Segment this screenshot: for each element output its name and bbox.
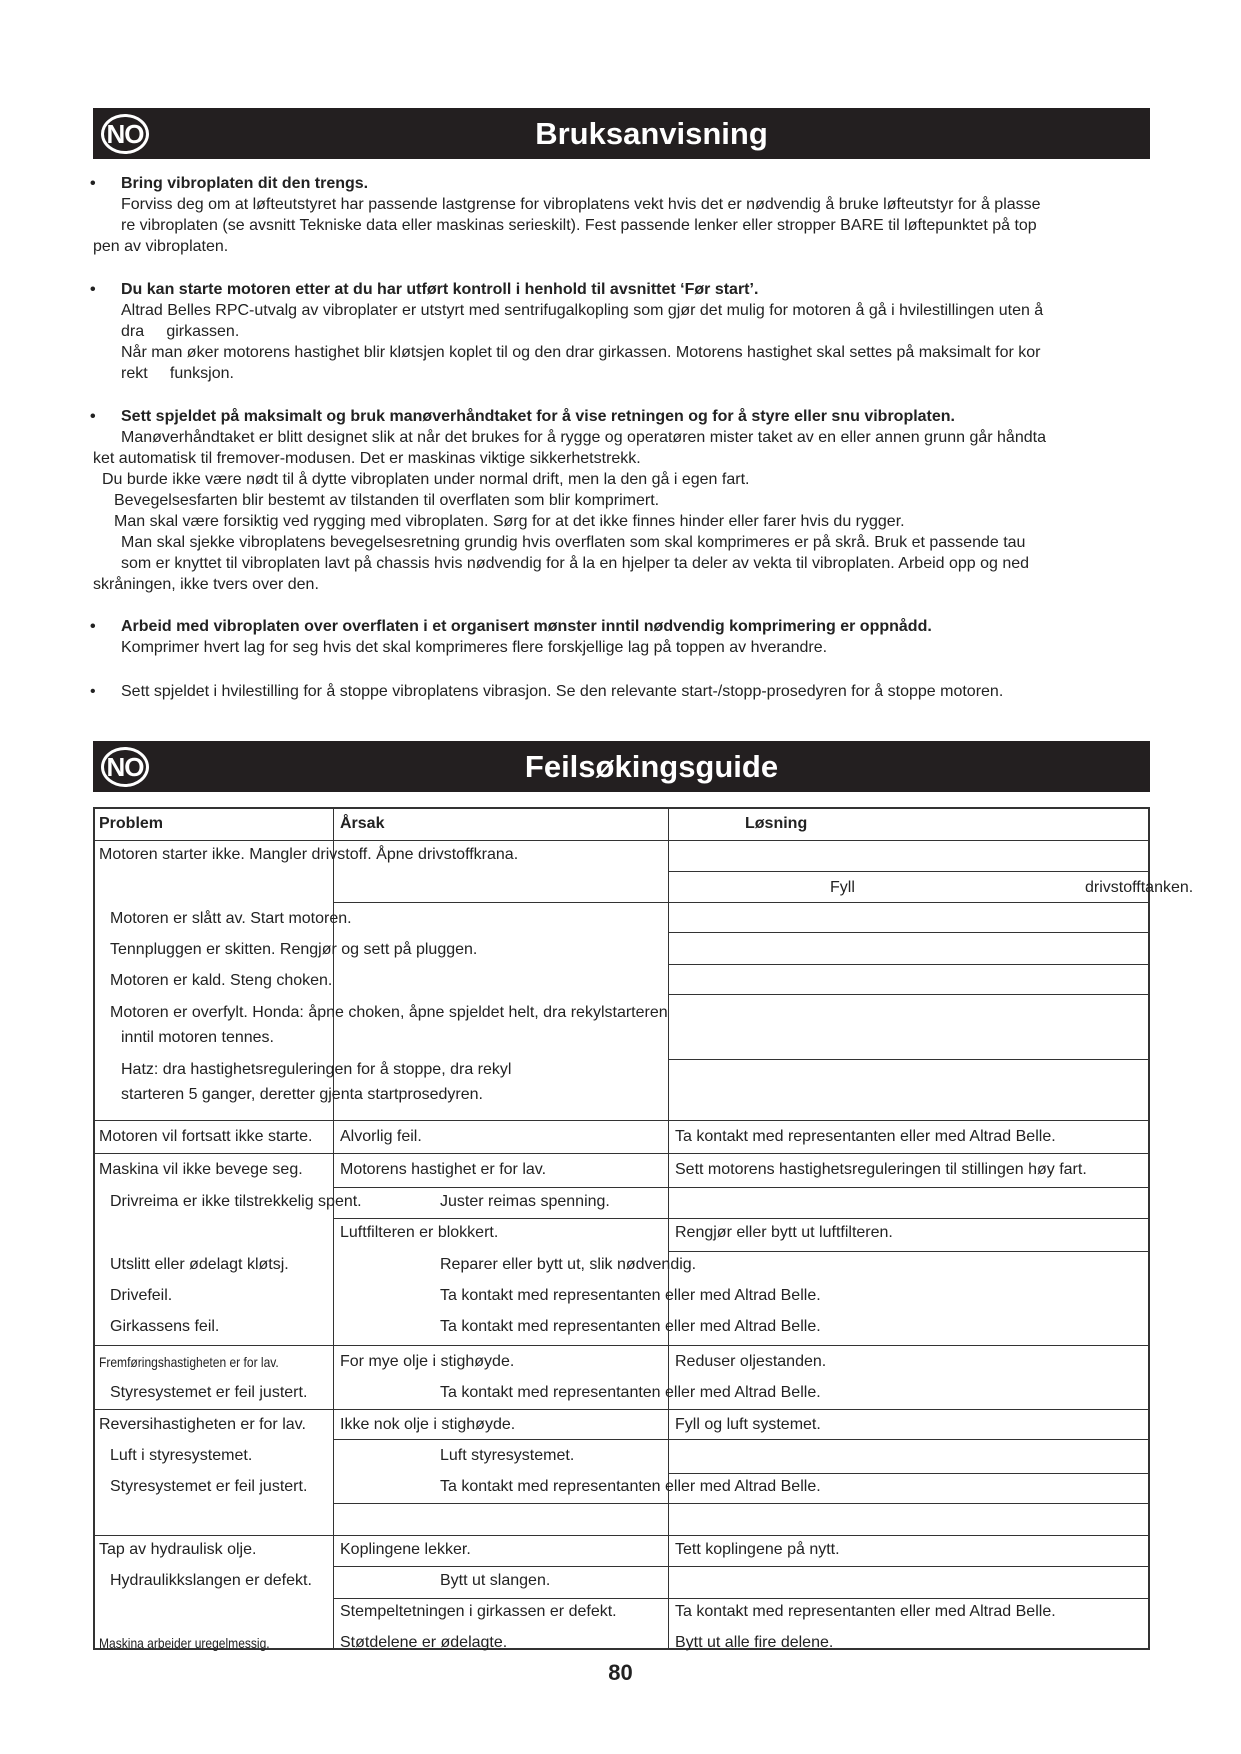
row-divider	[668, 1473, 1148, 1474]
table-cell: Fremføringshastigheten er for lav.	[99, 1354, 279, 1370]
row-divider	[95, 1120, 1148, 1121]
instruction-text: Komprimer hvert lag for seg hvis det skal komprimeres flere forskjellige lag på toppen av hverandre.	[121, 639, 828, 656]
page-number: 80	[608, 1660, 633, 1685]
table-cell: Motorens hastighet er for lav.	[340, 1161, 547, 1178]
column-divider	[668, 809, 669, 1648]
table-cell: Motoren er overfylt. Honda: åpne choken, åpne spjeldet helt, dra rekylstarteren	[110, 1004, 668, 1021]
table-cell: Ta kontakt med representanten eller med Altrad Belle.	[440, 1384, 821, 1401]
row-divider	[95, 1153, 1148, 1154]
instruction-item	[90, 681, 1150, 702]
row-divider	[668, 964, 1148, 965]
table-cell: Tap av hydraulisk olje.	[99, 1541, 257, 1558]
row-divider	[668, 994, 1148, 995]
table-cell: Reduser oljestanden.	[675, 1353, 827, 1370]
row-divider	[333, 1566, 1148, 1567]
table-cell: inntil motoren tennes.	[121, 1029, 274, 1046]
table-cell: Luft i styresystemet.	[110, 1447, 253, 1464]
instruction-text: Altrad Belles RPC-utvalg av vibroplater er utstyrt med sentrifugalkopling som gjør det mulig for motoren å gå i hvilestillingen uten å	[121, 302, 1044, 319]
instruction-text: dra girkassen.	[121, 323, 240, 340]
table-cell: Fyll	[830, 879, 855, 896]
instruction-text: Bevegelsesfarten blir bestemt av tilstanden til overflaten som blir komprimert.	[114, 492, 660, 509]
row-divider	[95, 1409, 1148, 1410]
instruction-heading: Du kan starte motoren etter at du har utført kontroll i henhold til avsnittet ‘Før start’.	[121, 281, 759, 298]
instruction-text: ket automatisk til fremover-modusen. Det er maskinas viktige sikkerhetstrekk.	[93, 450, 641, 467]
row-divider	[95, 1535, 1148, 1536]
table-cell: Luft styresystemet.	[440, 1447, 575, 1464]
instruction-text: re vibroplaten (se avsnitt Tekniske data eller maskinas serieskilt). Fest passende lenker eller stropper BARE til løftepunktet på top	[121, 217, 1037, 234]
instruction-text: Sett spjeldet i hvilestilling for å stoppe vibroplatens vibrasjon. Se den relevante start-/stopp-prosedyren for å stoppe motoren.	[121, 683, 1004, 700]
instruction-text: Man skal sjekke vibroplatens bevegelsesretning grundig hvis overflaten som skal komprimeres er på skrå. Bruk et passende tau	[121, 534, 1026, 551]
table-cell: Ikke nok olje i stighøyde.	[340, 1416, 516, 1433]
instruction-item	[90, 616, 1150, 658]
bullet-icon: •	[90, 683, 96, 700]
row-divider	[668, 1059, 1148, 1060]
table-cell: Ta kontakt med representanten eller med Altrad Belle.	[440, 1318, 821, 1335]
table-cell: Motoren er slått av. Start motoren.	[110, 910, 352, 927]
table-cell: Koplingene lekker.	[340, 1541, 471, 1558]
instruction-item	[90, 173, 1150, 257]
instruction-text: Du burde ikke være nødt til å dytte vibroplaten under normal drift, men la den gå i egen fart.	[102, 471, 750, 488]
table-cell: Støtdelene er ødelagte.	[340, 1634, 508, 1651]
table-cell: Drivreima er ikke tilstrekkelig spent.	[110, 1193, 362, 1210]
instruction-text: Manøverhåndtaket er blitt designet slik at når det brukes for å rygge og operatøren mister taket av en eller annen grunn går håndta	[121, 429, 1046, 446]
section-title: Feilsøkingsguide	[524, 749, 779, 784]
instruction-text: skråningen, ikke tvers over den.	[93, 576, 319, 593]
instruction-heading: Sett spjeldet på maksimalt og bruk manøverhåndtaket for å vise retningen og for å styre eller snu vibroplaten.	[121, 408, 955, 425]
row-divider	[333, 902, 1148, 903]
table-cell: Fyll og luft systemet.	[675, 1416, 821, 1433]
instruction-heading: Bring vibroplaten dit den trengs.	[121, 175, 369, 192]
table-cell: Utslitt eller ødelagt kløtsj.	[110, 1256, 289, 1273]
table-cell: Sett motorens hastighetsreguleringen til stillingen høy fart.	[675, 1161, 1087, 1178]
table-cell: Stempeltetningen i girkassen er defekt.	[340, 1603, 617, 1620]
row-divider	[668, 932, 1148, 933]
row-divider	[333, 1598, 1148, 1599]
table-cell: Motoren vil fortsatt ikke starte.	[99, 1128, 313, 1145]
table-cell: Maskina arbeider uregelmessig.	[99, 1635, 270, 1651]
table-cell: Ta kontakt med representanten eller med Altrad Belle.	[675, 1603, 1056, 1620]
table-cell: Motoren starter ikke. Mangler drivstoff. Åpne drivstoffkrana.	[99, 846, 519, 863]
table-cell: Bytt ut alle fire delene.	[675, 1634, 834, 1651]
table-cell: Hydraulikkslangen er defekt.	[110, 1572, 312, 1589]
table-cell: Styresystemet er feil justert.	[110, 1384, 308, 1401]
header-solution: Løsning	[745, 815, 808, 832]
language-badge: NO	[101, 747, 149, 787]
row-divider	[668, 1251, 1148, 1252]
bullet-icon: •	[90, 281, 96, 298]
table-cell: Luftfilteren er blokkert.	[340, 1224, 499, 1241]
header-problem: Problem	[99, 815, 164, 832]
table-cell: drivstofftanken.	[1085, 879, 1194, 896]
column-divider	[333, 809, 334, 1648]
table-cell: Ta kontakt med representanten eller med Altrad Belle.	[675, 1128, 1056, 1145]
row-divider	[333, 1218, 1148, 1219]
table-cell: For mye olje i stighøyde.	[340, 1353, 515, 1370]
row-divider	[333, 1187, 1148, 1188]
bullet-icon: •	[90, 408, 96, 425]
table-cell: Reparer eller bytt ut, slik nødvendig.	[440, 1256, 697, 1273]
section-banner-troubleshooting	[93, 741, 1150, 792]
instruction-text: Forviss deg om at løfteutstyret har passende lastgrense for vibroplatens vekt hvis det er nødvendig å bruke løfteutstyr for å plasse	[121, 196, 1041, 213]
row-divider	[95, 840, 1148, 841]
table-cell: Ta kontakt med representanten eller med Altrad Belle.	[440, 1478, 821, 1495]
table-cell: Alvorlig feil.	[340, 1128, 422, 1145]
table-cell: Tennpluggen er skitten. Rengjør og sett på pluggen.	[110, 941, 478, 958]
instruction-item	[90, 279, 1150, 384]
row-divider	[333, 1439, 1148, 1440]
instruction-text: Når man øker motorens hastighet blir kløtsjen koplet til og den drar girkassen. Motorens hastighet skal settes på maksimalt for kor	[121, 344, 1041, 361]
instruction-text: som er knyttet til vibroplaten lavt på chassis hvis nødvendig for å la en hjelper ta deler av vekta til vibroplaten. Arbeid opp og ned	[121, 555, 1030, 572]
instruction-text: rekt funksjon.	[121, 365, 234, 382]
instruction-item	[90, 406, 1150, 595]
row-divider	[668, 871, 1148, 872]
row-divider	[333, 1503, 1148, 1504]
bullet-icon: •	[90, 175, 96, 192]
table-cell: Reversihastigheten er for lav.	[99, 1416, 306, 1433]
instruction-heading: Arbeid med vibroplaten over overflaten i et organisert mønster inntil nødvendig komprimering er oppnådd.	[121, 618, 932, 635]
language-badge: NO	[101, 114, 149, 154]
table-cell: Maskina vil ikke bevege seg.	[99, 1161, 303, 1178]
bullet-icon: •	[90, 618, 96, 635]
table-cell: Rengjør eller bytt ut luftfilteren.	[675, 1224, 893, 1241]
table-cell: Girkassens feil.	[110, 1318, 220, 1335]
table-cell: Motoren er kald. Steng choken.	[110, 972, 333, 989]
table-cell: starteren 5 ganger, deretter gjenta startprosedyren.	[121, 1086, 483, 1103]
header-cause: Årsak	[340, 815, 385, 832]
troubleshooting-table	[93, 807, 1194, 1651]
table-cell: Ta kontakt med representanten eller med Altrad Belle.	[440, 1287, 821, 1304]
instruction-text: Man skal være forsiktig ved rygging med vibroplaten. Sørg for at det ikke finnes hinder eller farer hvis du rygger.	[114, 513, 905, 530]
table-cell: Juster reimas spenning.	[440, 1193, 610, 1210]
row-divider	[95, 1345, 1148, 1346]
instruction-text: pen av vibroplaten.	[93, 238, 229, 255]
section-title: Bruksanvisning	[535, 116, 768, 151]
table-cell: Hatz: dra hastighetsreguleringen for å stoppe, dra rekyl	[121, 1061, 512, 1078]
table-cell: Bytt ut slangen.	[440, 1572, 551, 1589]
table-cell: Tett koplingene på nytt.	[675, 1541, 840, 1558]
table-cell: Drivefeil.	[110, 1287, 173, 1304]
table-cell: Styresystemet er feil justert.	[110, 1478, 308, 1495]
section-banner-instructions	[93, 108, 1150, 159]
